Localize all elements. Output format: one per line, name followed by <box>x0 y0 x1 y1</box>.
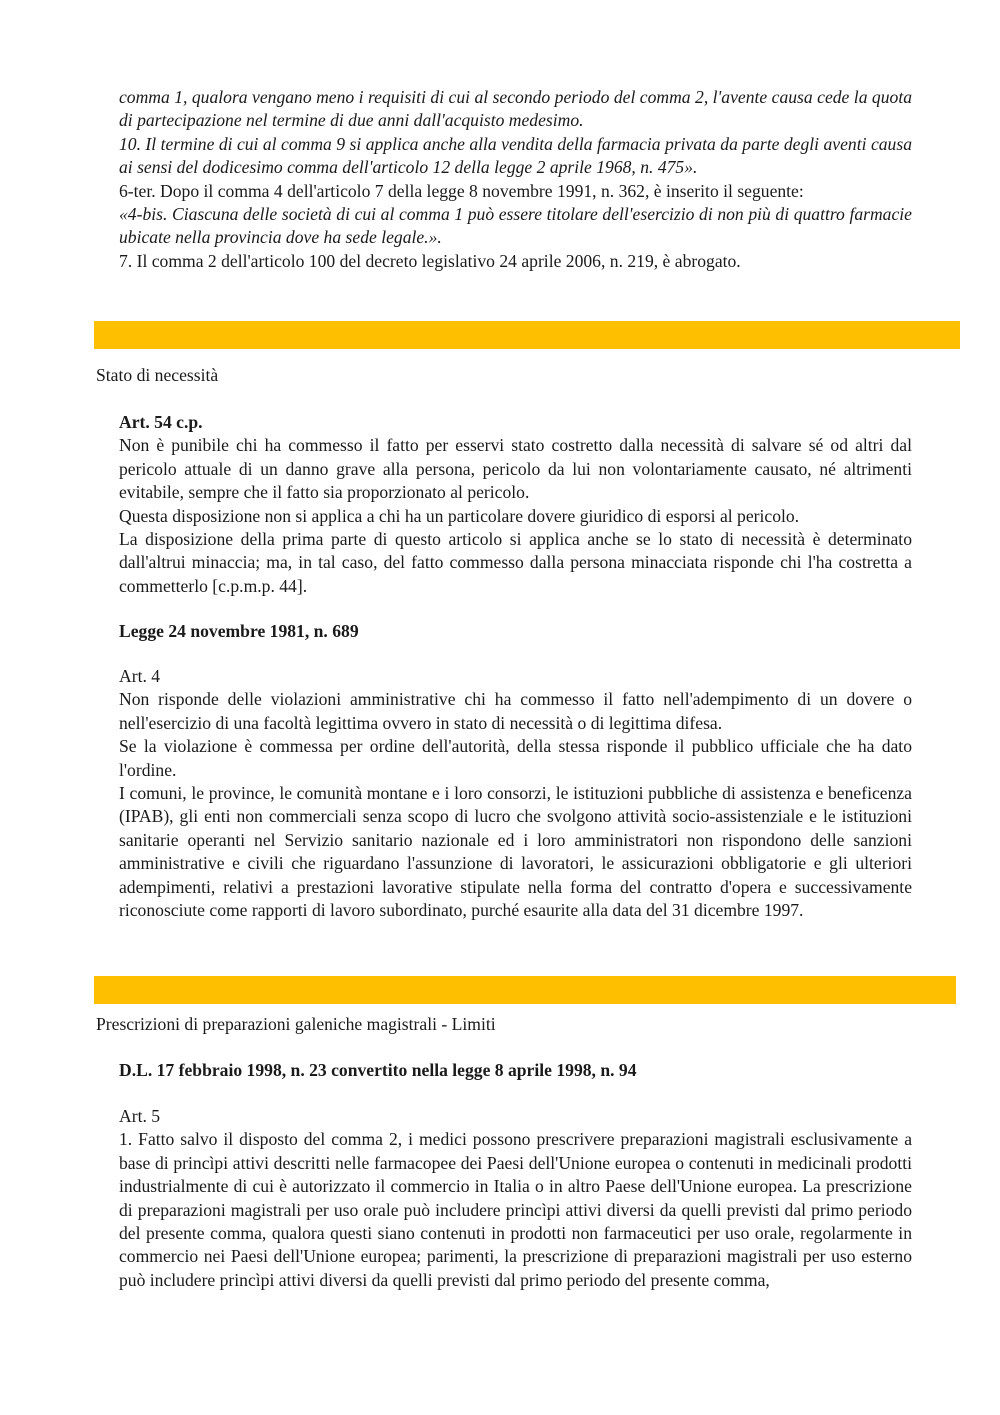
dl-23-1998-title-block <box>119 1059 912 1082</box>
article-title: Art. 54 c.p. <box>119 412 203 432</box>
law-689-title-block <box>119 620 912 643</box>
paragraph-comma-10: 10. Il termine di cui al comma 9 si applica anche alla vendita della farmacia privata da parte degli aventi causa ai sensi del dodicesimo comma dell'articolo 12 della legge 2 aprile 1968, n. 475». <box>119 133 912 178</box>
article-number: Art. 4 <box>119 666 161 686</box>
section-heading-prescrizioni: Prescrizioni di preparazioni galeniche magistrali - Limiti <box>96 1014 496 1034</box>
article-paragraph: I comuni, le province, le comunità montane e i loro consorzi, le istituzioni pubbliche di assistenza e beneficenza (IPAB), gli enti non commerciali senza scopo di lucro che svolgono attività socio-assistenziale e le istituzioni sanitarie operanti nel Servizio sanitario nazionale ed i loro amministratori non rispondono delle sanzioni amministrative e civili che riguardano l'assunzione di lavoratori, le assicurazioni obbligatorie e gli ulteriori adempimenti, relativi a prestazioni lavorative stipulate nella forma del contratto d'opera e successivamente riconosciute come rapporti di lavoro subordinato, purché esaurite alla data del 31 dicembre 1997. <box>119 783 912 921</box>
law-title: D.L. 17 febbraio 1998, n. 23 convertito nella legge 8 aprile 1998, n. 94 <box>119 1060 637 1080</box>
paragraph-6-ter: 6-ter. Dopo il comma 4 dell'articolo 7 della legge 8 novembre 1991, n. 362, è inserito il seguente: <box>119 180 804 201</box>
law-title: Legge 24 novembre 1981, n. 689 <box>119 621 359 641</box>
article-54-cp <box>119 411 912 598</box>
article-paragraph: Non è punibile chi ha commesso il fatto per esservi stato costretto dalla necessità di salvare sé od altri dal pericolo attuale di un danno grave alla persona, pericolo da lui non volontariamente causato, né altrimenti evitabile, sempre che il fatto sia proporzionato al pericolo. <box>119 435 912 503</box>
paragraph-7: 7. Il comma 2 dell'articolo 100 del decreto legislativo 24 aprile 2006, n. 219, è abrogato. <box>119 250 741 271</box>
article-paragraph: 1. Fatto salvo il disposto del comma 2, i medici possono prescrivere preparazioni magistrali esclusivamente a base di princìpi attivi descritti nelle farmacopee dei Paesi dell'Unione europea o contenuti in medicinali prodotti industrialmente di cui è autorizzato il commercio in Italia o in altro Paese dell'Unione europea. La prescrizione di preparazioni magistrali per uso orale può includere princìpi attivi diversi da quelli previsti dal primo periodo del presente comma, qualora questi siano contenuti in prodotti non farmaceutici per uso orale, regolarmente in commercio nei Paesi dell'Unione europea; parimenti, la prescrizione di preparazioni magistrali per uso esterno può includere princìpi attivi diversi da quelli previsti dal primo periodo del presente comma, <box>119 1129 912 1290</box>
dl-23-1998-art-5 <box>119 1105 912 1292</box>
article-paragraph: Non risponde delle violazioni amministrative chi ha commesso il fatto nell'adempimento di un dovere o nell'esercizio di una facoltà legittima ovvero in stato di necessità o di legittima difesa. <box>119 689 912 733</box>
article-number: Art. 5 <box>119 1106 161 1126</box>
paragraph-4-bis: «4-bis. Ciascuna delle società di cui al comma 1 può essere titolare dell'esercizio di non più di quattro farmacie ubicate nella provincia dove ha sede legale.». <box>119 204 912 248</box>
article-paragraph: La disposizione della prima parte di questo articolo si applica anche se lo stato di necessità è determinato dall'altrui minaccia; ma, in tal caso, del fatto commesso dalla persona minacciata risponde chi l'ha costretta a commetterlo [c.p.m.p. 44]. <box>119 529 912 596</box>
article-paragraph: Questa disposizione non si applica a chi ha un particolare dovere giuridico di esporsi al pericolo. <box>119 505 800 526</box>
top-continuation <box>119 86 912 273</box>
paragraph-comma-1: comma 1, qualora vengano meno i requisiti di cui al secondo periodo del comma 2, l'avente causa cede la quota di partecipazione nel termine di due anni dall'acquisto medesimo. <box>119 87 912 131</box>
section-heading-stato-di-necessita: Stato di necessità <box>96 365 219 385</box>
section-divider-bar <box>94 321 960 349</box>
section-divider-bar <box>94 976 956 1004</box>
article-paragraph: Se la violazione è commessa per ordine dell'autorità, della stessa risponde il pubblico ufficiale che ha dato l'ordine. <box>119 736 912 780</box>
law-689-art-4 <box>119 665 912 922</box>
